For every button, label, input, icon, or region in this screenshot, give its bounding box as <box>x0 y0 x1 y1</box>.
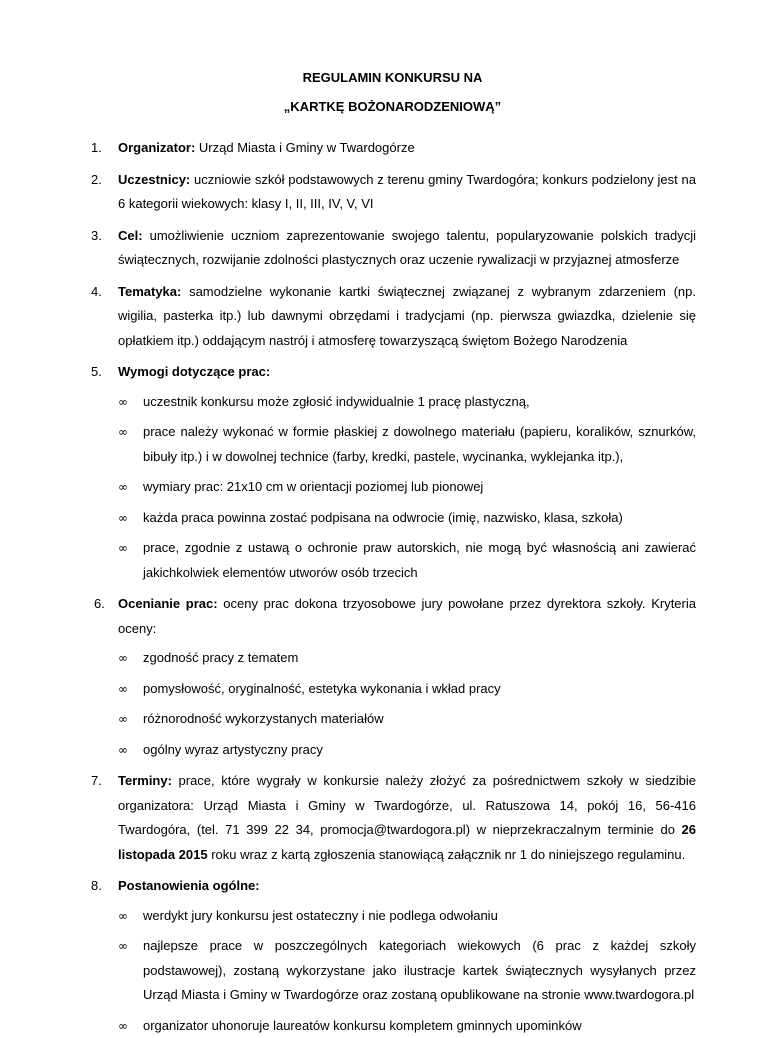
deadline-date: 26 listopada 2015 <box>118 822 696 862</box>
list-item-text: różnorodność wykorzystanych materiałów <box>143 711 384 726</box>
section-number: 6. <box>94 592 105 617</box>
title-line-1: REGULAMIN KONKURSU NA <box>89 63 696 92</box>
section-number: 1. <box>91 136 102 161</box>
list-item-text: uczestnik konkursu może zgłosić indywidualnie 1 pracę plastyczną, <box>143 394 530 409</box>
section-general-provisions <box>91 874 696 1038</box>
section-number: 4. <box>91 280 102 305</box>
section-heading: Wymogi dotyczące prac: <box>118 364 270 379</box>
section-heading: Postanowienia ogólne: <box>118 878 260 893</box>
list-item <box>118 677 696 702</box>
list-item <box>118 707 696 732</box>
bullet-icon: ∞ <box>118 707 128 732</box>
section-goal <box>91 224 696 273</box>
requirements-list <box>118 390 696 586</box>
list-item-text: pomysłowość, oryginalność, estetyka wykonania i wkład pracy <box>143 681 501 696</box>
section-text: uczniowie szkół podstawowych z terenu gminy Twardogóra; konkurs podzielony jest na 6 kategorii wiekowych: klasy I, II, III, IV, V, VI <box>118 172 696 212</box>
section-number: 7. <box>91 769 102 794</box>
section-requirements <box>91 360 696 585</box>
list-item <box>118 420 696 469</box>
list-item-text: werdykt jury konkursu jest ostateczny i nie podlega odwołaniu <box>143 908 498 923</box>
list-item <box>118 646 696 671</box>
bullet-icon: ∞ <box>118 506 128 531</box>
list-item <box>118 738 696 763</box>
bullet-icon: ∞ <box>118 738 128 763</box>
section-text: prace, które wygrały w konkursie należy złożyć za pośrednictwem szkoły w siedzibie organizatora: Urząd Miasta i Gminy w Twardogórze, ul. Ratuszowa 14, pokój 16, 56-416 Twardogóra, (tel. 71 399 22 34, promocja@twardogora.pl) w nieprzekraczalnym terminie do <box>118 773 696 837</box>
provisions-list <box>118 904 696 1038</box>
list-item <box>118 506 696 531</box>
section-heading: Tematyka: <box>118 284 181 299</box>
list-item <box>118 1014 696 1038</box>
section-deadlines <box>91 769 696 867</box>
section-participants <box>91 168 696 217</box>
section-number: 5. <box>91 360 102 385</box>
section-text: Urząd Miasta i Gminy w Twardogórze <box>195 140 414 155</box>
bullet-icon: ∞ <box>118 934 128 959</box>
section-evaluation <box>91 592 696 762</box>
section-heading: Organizator: <box>118 140 195 155</box>
bullet-icon: ∞ <box>118 420 128 445</box>
bullet-icon: ∞ <box>118 1014 128 1038</box>
list-item-text: każda praca powinna zostać podpisana na odwrocie (imię, nazwisko, klasa, szkoła) <box>143 510 623 525</box>
list-item <box>118 536 696 585</box>
section-heading: Terminy: <box>118 773 172 788</box>
section-text: umożliwienie uczniom zaprezentowanie swojego talentu, popularyzowanie polskich tradycji świątecznych, rozwijanie zdolności plastycznych oraz uczenie rywalizacji w przyjaznej atmosferze <box>118 228 696 268</box>
list-item <box>118 934 696 1008</box>
list-item-text: prace należy wykonać w formie płaskiej z dowolnego materiału (papieru, koralików, sznurków, bibuły itp.) i w dowolnej technice (farby, kredki, pastele, wycinanka, wyklejanka itp.), <box>143 424 696 464</box>
list-item <box>118 904 696 929</box>
section-theme <box>91 280 696 354</box>
list-item-text: organizator uhonoruje laureatów konkursu kompletem gminnych upominków <box>143 1018 582 1033</box>
list-item-text: najlepsze prace w poszczególnych kategoriach wiekowych (6 prac z każdej szkoły podstawowej), zostaną wykorzystane jako ilustracje kartek świątecznych wysyłanych przez Urząd Miasta i Gminy w Twardogórze oraz zostaną opublikowane na stronie www.twardogora.pl <box>143 938 696 1002</box>
section-number: 3. <box>91 224 102 249</box>
bullet-icon: ∞ <box>118 536 128 561</box>
criteria-list <box>118 646 696 762</box>
list-item-text: ogólny wyraz artystyczny pracy <box>143 742 323 757</box>
document-title <box>91 63 696 121</box>
bullet-icon: ∞ <box>118 390 128 415</box>
bullet-icon: ∞ <box>118 646 128 671</box>
title-line-2: „KARTKĘ BOŻONARODZENIOWĄ” <box>89 92 696 121</box>
list-item-text: prace, zgodnie z ustawą o ochronie praw autorskich, nie mogą być własnością ani zawierać jakichkolwiek elementów utworów osób trzecich <box>143 540 696 580</box>
section-text: samodzielne wykonanie kartki świątecznej związanej z wybranym zdarzeniem (np. wigilia, pasterka itp.) lub dawnymi obrzędami i tradycjami (np. pierwsza gwiazdka, dzielenie się opłatkiem itp.) oddającym nastrój i atmosferę towarzyszącą świętom Bożego Narodzenia <box>118 284 696 348</box>
bullet-icon: ∞ <box>118 475 128 500</box>
section-heading: Cel: <box>118 228 143 243</box>
rules-list <box>91 136 696 1038</box>
section-text-after: roku wraz z kartą zgłoszenia stanowiącą załącznik nr 1 do niniejszego regulaminu. <box>208 847 686 862</box>
list-item <box>118 475 696 500</box>
bullet-icon: ∞ <box>118 677 128 702</box>
list-item-text: zgodność pracy z tematem <box>143 650 298 665</box>
bullet-icon: ∞ <box>118 904 128 929</box>
section-heading: Uczestnicy: <box>118 172 190 187</box>
list-item-text: wymiary prac: 21x10 cm w orientacji poziomej lub pionowej <box>143 479 483 494</box>
section-text: oceny prac dokona trzyosobowe jury powołane przez dyrektora szkoły. Kryteria oceny: <box>118 596 696 636</box>
section-organizer <box>91 136 696 161</box>
section-heading: Ocenianie prac: <box>118 596 218 611</box>
section-number: 8. <box>91 874 102 899</box>
list-item <box>118 390 696 415</box>
section-number: 2. <box>91 168 102 193</box>
